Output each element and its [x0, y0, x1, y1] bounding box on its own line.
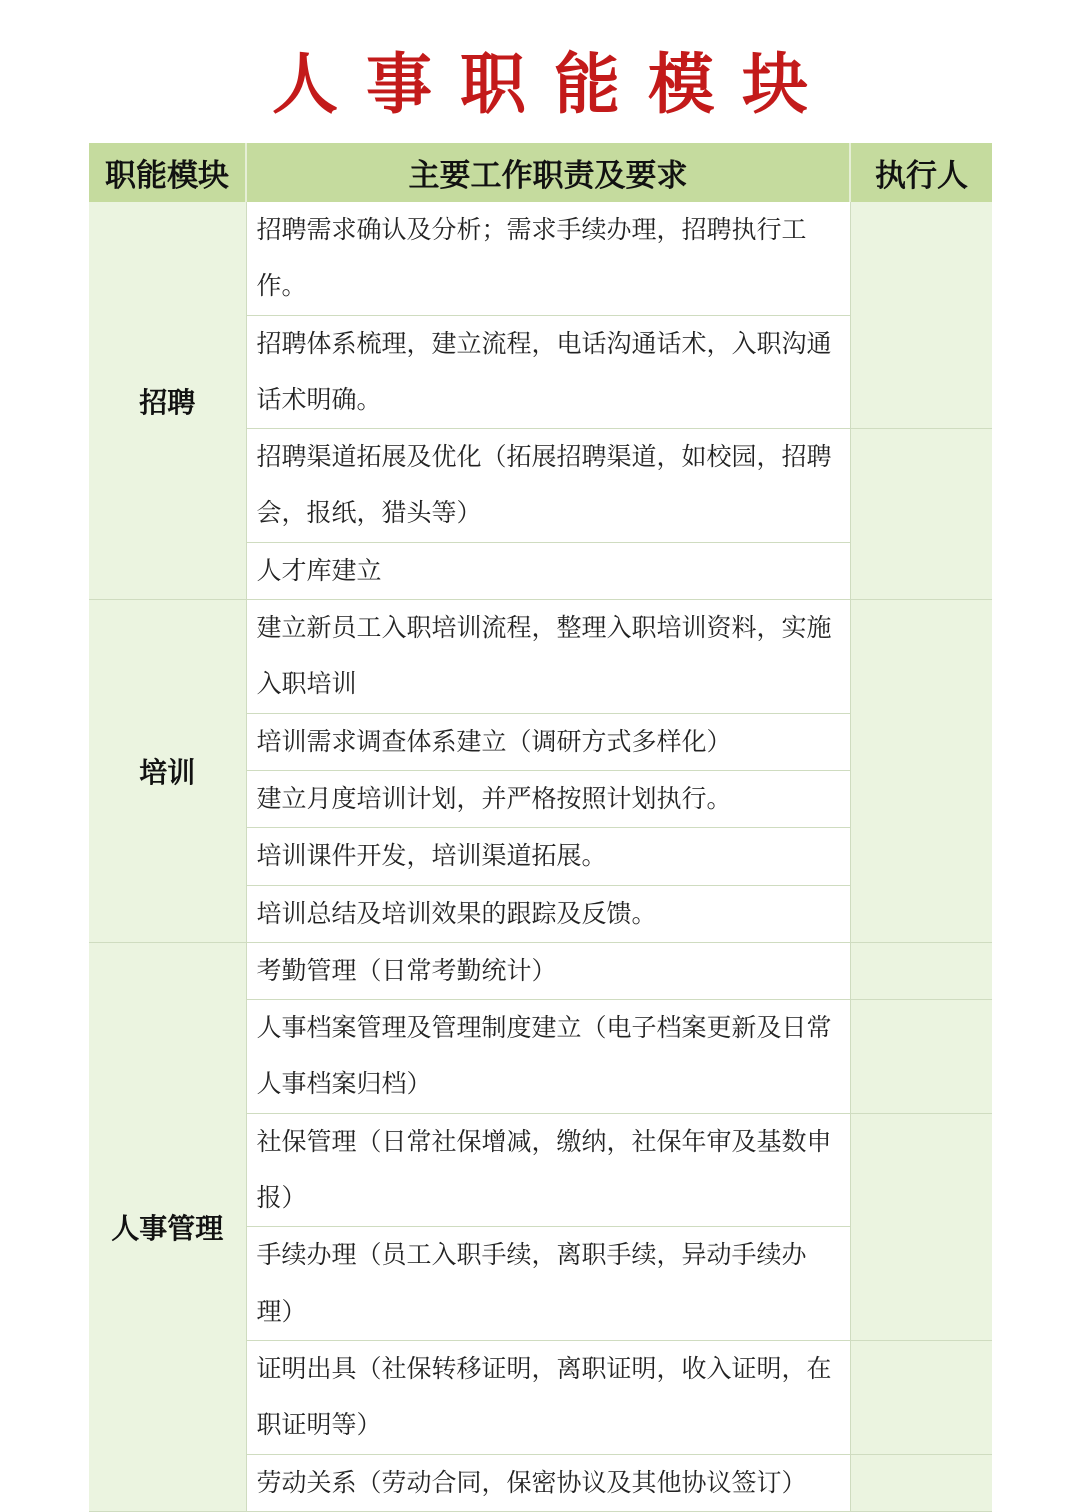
- table-row: [89, 942, 992, 999]
- duty-cell: 培训需求调查体系建立（调研方式多样化）: [246, 713, 850, 770]
- duty-cell: 人事档案管理及管理制度建立（电子档案更新及日常人事档案归档）: [246, 1000, 850, 1114]
- duty-cell: 招聘渠道拓展及优化（拓展招聘渠道，如校园，招聘会，报纸，猎头等）: [246, 429, 850, 543]
- executor-cell[interactable]: [850, 1454, 992, 1511]
- duty-cell: 社保管理（日常社保增减，缴纳，社保年审及基数申报）: [246, 1113, 850, 1227]
- table-row: [89, 202, 992, 315]
- module-cell-recruitment: 招聘: [89, 202, 246, 600]
- module-cell-personnel: 人事管理: [89, 942, 246, 1511]
- duty-cell: 手续办理（员工入职手续，离职手续，异动手续办理）: [246, 1227, 850, 1341]
- executor-cell[interactable]: [850, 1113, 992, 1340]
- executor-cell[interactable]: [850, 202, 992, 429]
- module-cell-training: 培训: [89, 600, 246, 943]
- hr-function-table: [89, 143, 992, 1512]
- duty-cell: 证明出具（社保转移证明，离职证明，收入证明，在职证明等）: [246, 1340, 850, 1454]
- executor-cell[interactable]: [850, 1000, 992, 1114]
- duty-cell: 建立新员工入职培训流程，整理入职培训资料，实施入职培训: [246, 600, 850, 714]
- duty-cell: 建立月度培训计划，并严格按照计划执行。: [246, 770, 850, 827]
- duty-cell: 人才库建立: [246, 542, 850, 599]
- executor-cell[interactable]: [850, 600, 992, 943]
- header-executor: 执行人: [850, 143, 992, 202]
- header-module: 职能模块: [89, 143, 246, 202]
- executor-cell[interactable]: [850, 942, 992, 999]
- duty-cell: 培训总结及培训效果的跟踪及反馈。: [246, 885, 850, 942]
- executor-cell[interactable]: [850, 429, 992, 600]
- duty-cell: 考勤管理（日常考勤统计）: [246, 942, 850, 999]
- table-header-row: [89, 143, 992, 202]
- page-title: 人事职能模块: [272, 46, 836, 123]
- header-duties: 主要工作职责及要求: [246, 143, 850, 202]
- duty-cell: 培训课件开发，培训渠道拓展。: [246, 828, 850, 885]
- duty-cell: 劳动关系（劳动合同，保密协议及其他协议签订）: [246, 1454, 850, 1511]
- duty-cell: 招聘体系梳理，建立流程，电话沟通话术，入职沟通话术明确。: [246, 315, 850, 429]
- duty-cell: 招聘需求确认及分析；需求手续办理，招聘执行工作。: [246, 202, 850, 315]
- table-row: [89, 600, 992, 714]
- executor-cell[interactable]: [850, 1340, 992, 1454]
